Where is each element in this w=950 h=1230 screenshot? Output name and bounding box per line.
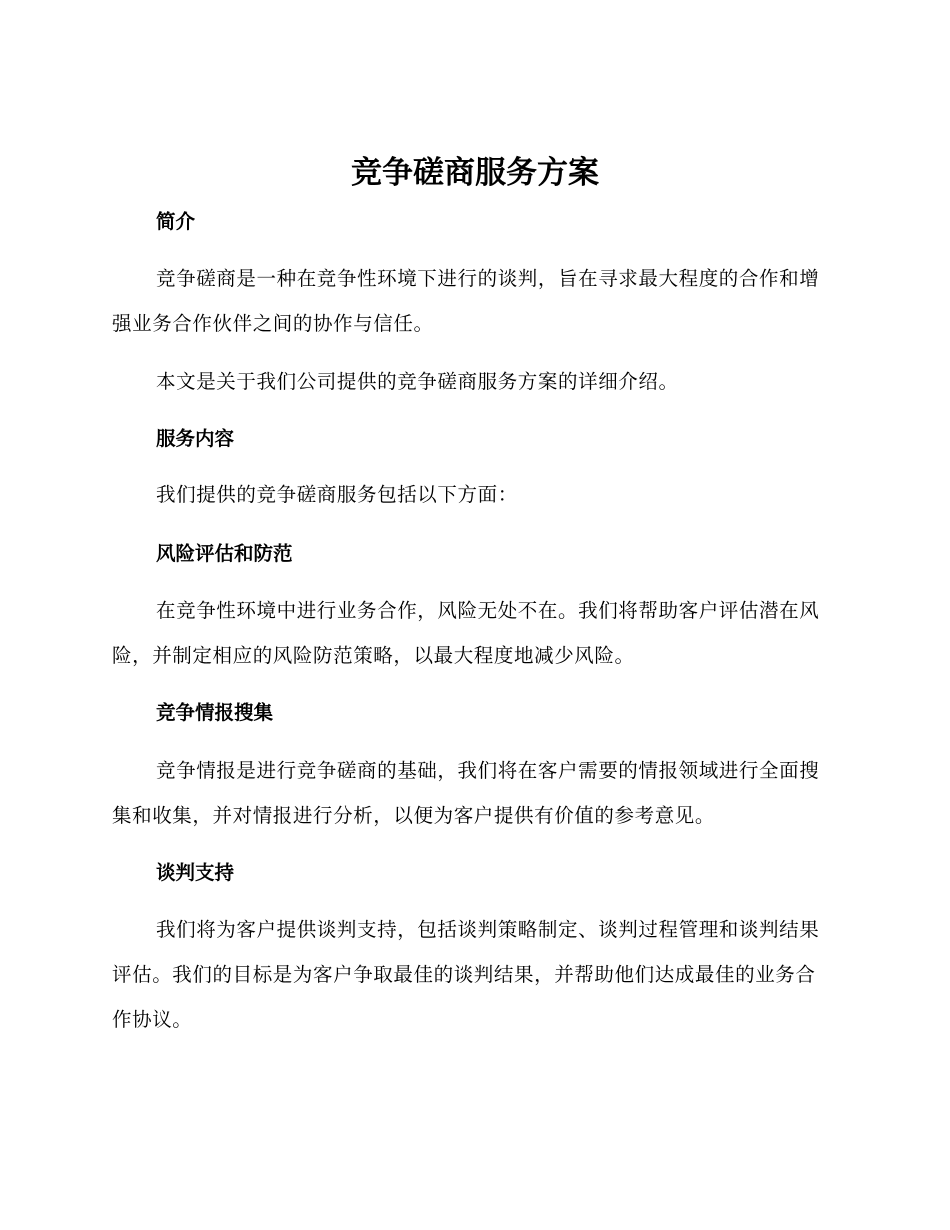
section-heading-negotiation: 谈判支持 (156, 861, 235, 884)
paragraph-intelligence-1: 竞争情报是进行竞争磋商的基础，我们将在客户需要的情报领域进行全面搜集和收集，并对情报进行分析，以便为客户提供有价值的参考意见。 (112, 759, 820, 827)
document-title: 竞争磋商服务方案 (351, 155, 599, 191)
paragraph-intro-1: 竞争磋商是一种在竞争性环境下进行的谈判，旨在寻求最大程度的合作和增强业务合作伙伴之间的协作与信任。 (112, 267, 820, 335)
paragraph-negotiation-1: 我们将为客户提供谈判支持，包括谈判策略制定、谈判过程管理和谈判结果评估。我们的目标是为客户争取最佳的谈判结果，并帮助他们达成最佳的业务合作协议。 (112, 918, 820, 1031)
section-heading-intelligence: 竞争情报搜集 (156, 701, 274, 724)
section-heading-intro: 简介 (156, 210, 196, 233)
section-heading-services: 服务内容 (156, 427, 235, 450)
paragraph-services-1: 我们提供的竞争磋商服务包括以下方面： (156, 483, 518, 506)
section-heading-risk: 风险评估和防范 (156, 542, 293, 565)
paragraph-intro-2: 本文是关于我们公司提供的竞争磋商服务方案的详细介绍。 (156, 370, 679, 393)
paragraph-risk-1: 在竞争性环境中进行业务合作，风险无处不在。我们将帮助客户评估潜在风险，并制定相应的风险防范策略，以最大程度地减少风险。 (112, 599, 820, 667)
